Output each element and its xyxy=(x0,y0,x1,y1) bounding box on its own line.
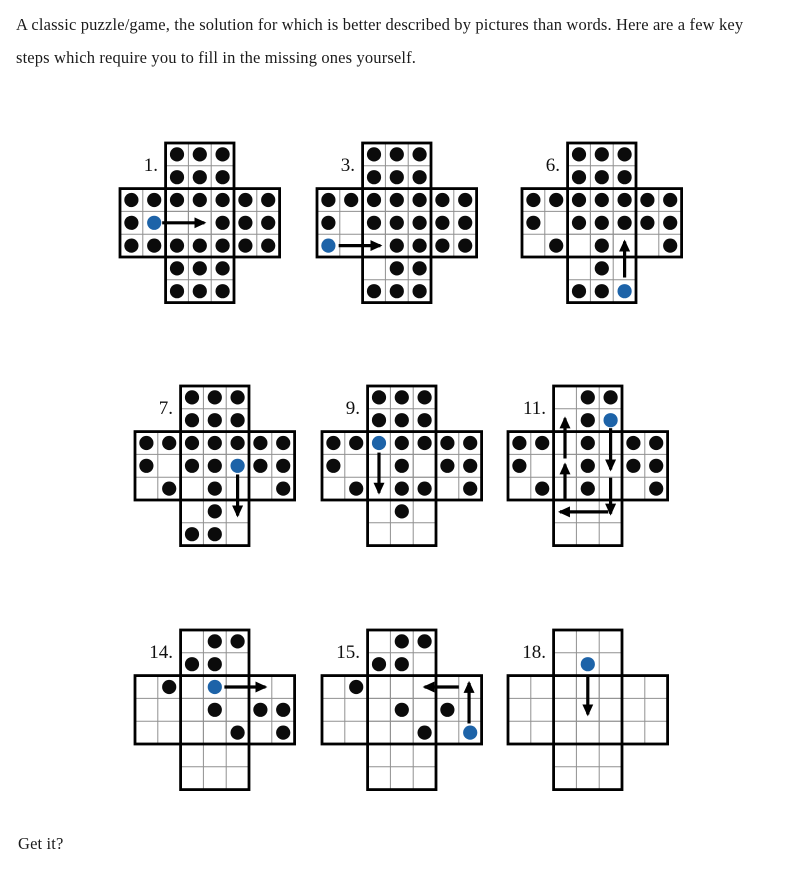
footer-question: Get it? xyxy=(18,834,64,853)
board-step-label: 18. xyxy=(522,642,546,663)
peg xyxy=(581,413,595,427)
peg xyxy=(595,261,609,275)
board-step-6 xyxy=(522,143,682,303)
peg xyxy=(395,413,409,427)
peg xyxy=(395,657,409,671)
peg xyxy=(367,284,381,298)
peg xyxy=(549,193,563,207)
peg xyxy=(526,193,540,207)
peg xyxy=(640,193,654,207)
peg xyxy=(663,216,677,230)
peg xyxy=(618,147,632,161)
peg xyxy=(526,216,540,230)
peg xyxy=(395,703,409,717)
board-grid xyxy=(319,383,485,549)
peg xyxy=(535,436,549,450)
peg xyxy=(463,459,477,473)
peg xyxy=(595,193,609,207)
peg xyxy=(326,459,340,473)
peg xyxy=(604,390,618,404)
peg xyxy=(581,482,595,496)
peg xyxy=(395,634,409,648)
peg xyxy=(231,634,245,648)
peg xyxy=(581,436,595,450)
peg xyxy=(649,482,663,496)
peg xyxy=(193,170,207,184)
peg xyxy=(231,436,245,450)
peg xyxy=(170,284,184,298)
peg xyxy=(208,657,222,671)
peg xyxy=(208,436,222,450)
board-step-15 xyxy=(322,630,482,790)
peg xyxy=(372,657,386,671)
peg xyxy=(276,703,290,717)
board-step-label: 9. xyxy=(345,398,360,419)
peg xyxy=(185,436,199,450)
peg xyxy=(208,504,222,518)
peg xyxy=(208,390,222,404)
peg xyxy=(147,239,161,253)
peg xyxy=(253,459,267,473)
moving-peg xyxy=(321,239,335,253)
peg xyxy=(458,193,472,207)
board-step-label: 7. xyxy=(158,398,173,419)
peg xyxy=(418,413,432,427)
peg xyxy=(572,170,586,184)
board-step-9 xyxy=(322,386,482,546)
peg xyxy=(139,436,153,450)
peg xyxy=(170,170,184,184)
peg xyxy=(216,193,230,207)
peg xyxy=(216,284,230,298)
peg xyxy=(321,193,335,207)
peg xyxy=(535,482,549,496)
peg xyxy=(418,390,432,404)
peg xyxy=(572,216,586,230)
peg xyxy=(216,170,230,184)
peg xyxy=(390,239,404,253)
peg xyxy=(193,239,207,253)
peg xyxy=(185,527,199,541)
moving-peg xyxy=(463,726,477,740)
board-step-label: 3. xyxy=(340,155,355,176)
peg xyxy=(372,390,386,404)
board-grid xyxy=(505,383,671,549)
peg xyxy=(170,261,184,275)
peg xyxy=(276,436,290,450)
peg xyxy=(458,239,472,253)
peg xyxy=(435,216,449,230)
peg xyxy=(663,193,677,207)
board-grid xyxy=(132,383,298,549)
board-step-label: 15. xyxy=(336,642,360,663)
board-grid xyxy=(505,627,671,793)
board-grid xyxy=(319,627,485,793)
peg xyxy=(390,284,404,298)
peg xyxy=(512,459,526,473)
board-step-label: 1. xyxy=(143,155,158,176)
board-grid xyxy=(117,140,283,306)
moving-peg xyxy=(147,216,161,230)
peg xyxy=(463,482,477,496)
peg xyxy=(139,459,153,473)
peg xyxy=(440,703,454,717)
peg xyxy=(231,390,245,404)
peg xyxy=(649,459,663,473)
moving-peg xyxy=(208,680,222,694)
peg xyxy=(413,284,427,298)
peg xyxy=(512,436,526,450)
peg xyxy=(572,284,586,298)
peg xyxy=(326,436,340,450)
peg xyxy=(367,147,381,161)
peg xyxy=(418,436,432,450)
peg xyxy=(626,459,640,473)
moving-peg xyxy=(231,459,245,473)
peg xyxy=(390,147,404,161)
peg xyxy=(618,170,632,184)
peg xyxy=(162,482,176,496)
peg xyxy=(413,216,427,230)
peg xyxy=(595,284,609,298)
peg xyxy=(390,170,404,184)
peg xyxy=(216,261,230,275)
board-step-1 xyxy=(120,143,280,303)
peg xyxy=(418,726,432,740)
peg xyxy=(231,413,245,427)
peg xyxy=(413,261,427,275)
peg xyxy=(390,261,404,275)
peg xyxy=(238,193,252,207)
board-step-7 xyxy=(135,386,295,546)
peg xyxy=(395,482,409,496)
peg xyxy=(595,170,609,184)
intro-line-2: steps which require you to fill in the missing ones yourself. xyxy=(16,48,417,67)
peg xyxy=(349,436,363,450)
peg xyxy=(185,657,199,671)
peg xyxy=(124,239,138,253)
peg xyxy=(349,680,363,694)
peg xyxy=(261,239,275,253)
peg xyxy=(261,216,275,230)
board-step-14 xyxy=(135,630,295,790)
peg xyxy=(193,147,207,161)
peg xyxy=(170,239,184,253)
peg xyxy=(367,216,381,230)
peg xyxy=(238,216,252,230)
board-step-label: 14. xyxy=(149,642,173,663)
peg xyxy=(435,193,449,207)
peg xyxy=(261,193,275,207)
peg xyxy=(208,527,222,541)
moving-peg xyxy=(618,284,632,298)
peg xyxy=(367,193,381,207)
peg xyxy=(372,413,386,427)
peg xyxy=(208,634,222,648)
peg xyxy=(418,482,432,496)
peg xyxy=(413,193,427,207)
peg xyxy=(440,436,454,450)
peg xyxy=(395,436,409,450)
board-step-label: 6. xyxy=(545,155,560,176)
peg xyxy=(185,413,199,427)
peg xyxy=(640,216,654,230)
peg xyxy=(170,193,184,207)
peg xyxy=(458,216,472,230)
board-step-18 xyxy=(508,630,668,790)
peg xyxy=(124,216,138,230)
board-step-11 xyxy=(508,386,668,546)
peg xyxy=(231,726,245,740)
peg xyxy=(440,459,454,473)
peg xyxy=(253,436,267,450)
peg xyxy=(162,680,176,694)
peg xyxy=(395,504,409,518)
peg xyxy=(626,436,640,450)
moving-peg xyxy=(604,413,618,427)
moving-peg xyxy=(372,436,386,450)
peg xyxy=(413,239,427,253)
peg xyxy=(349,482,363,496)
peg xyxy=(572,147,586,161)
peg xyxy=(390,216,404,230)
peg xyxy=(216,216,230,230)
peg xyxy=(216,147,230,161)
peg xyxy=(595,216,609,230)
peg xyxy=(208,482,222,496)
peg xyxy=(193,284,207,298)
peg xyxy=(390,193,404,207)
peg xyxy=(344,193,358,207)
peg xyxy=(193,193,207,207)
peg xyxy=(581,390,595,404)
peg xyxy=(618,193,632,207)
peg xyxy=(549,239,563,253)
board-grid xyxy=(519,140,685,306)
board-grid xyxy=(132,627,298,793)
peg xyxy=(463,436,477,450)
peg xyxy=(185,459,199,473)
peg xyxy=(238,239,252,253)
peg xyxy=(395,459,409,473)
peg xyxy=(216,239,230,253)
peg xyxy=(395,390,409,404)
peg xyxy=(253,703,267,717)
peg xyxy=(663,239,677,253)
peg xyxy=(618,216,632,230)
peg xyxy=(649,436,663,450)
peg xyxy=(276,482,290,496)
peg xyxy=(276,726,290,740)
moving-peg xyxy=(581,657,595,671)
board-step-label: 11. xyxy=(522,398,546,419)
peg xyxy=(321,216,335,230)
peg xyxy=(208,703,222,717)
peg xyxy=(413,147,427,161)
peg xyxy=(595,239,609,253)
peg xyxy=(276,459,290,473)
intro-text xyxy=(16,8,743,74)
peg xyxy=(572,193,586,207)
peg xyxy=(581,459,595,473)
board-grid xyxy=(314,140,480,306)
intro-line-1: A classic puzzle/game, the solution for which is better described by pictures than words. Here are a few key xyxy=(16,15,744,34)
peg xyxy=(147,193,161,207)
peg xyxy=(185,390,199,404)
peg xyxy=(208,413,222,427)
peg xyxy=(435,239,449,253)
peg xyxy=(418,634,432,648)
peg xyxy=(413,170,427,184)
peg xyxy=(193,261,207,275)
peg xyxy=(595,147,609,161)
peg xyxy=(170,147,184,161)
peg xyxy=(208,459,222,473)
peg xyxy=(367,170,381,184)
peg xyxy=(162,436,176,450)
peg xyxy=(124,193,138,207)
board-step-3 xyxy=(317,143,477,303)
